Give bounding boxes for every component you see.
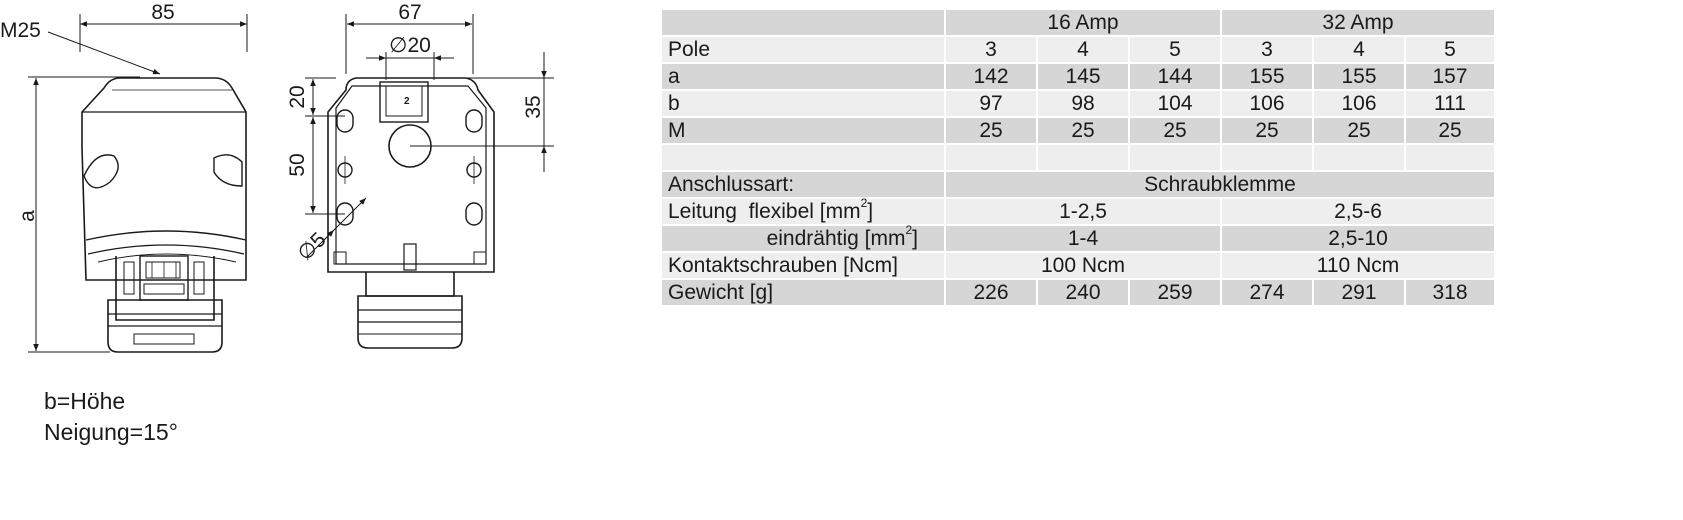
cell: 98 — [1038, 91, 1128, 116]
row-label: b — [662, 91, 944, 116]
cell: 144 — [1130, 64, 1220, 89]
group-16-amp: 16 Amp — [946, 10, 1220, 35]
cell: 106 — [1314, 91, 1404, 116]
front-width-dim: 67 — [398, 1, 422, 24]
technical-drawing — [0, 0, 650, 380]
row-label: Kontaktschrauben [Ncm] — [662, 253, 944, 278]
cell: Schraubklemme — [946, 172, 1494, 197]
cell: 25 — [1130, 118, 1220, 143]
table-row-pole — [662, 37, 1494, 62]
front-socket-body — [366, 272, 454, 296]
table-row-screws — [662, 253, 1494, 278]
cell: 1-4 — [946, 226, 1220, 251]
note-height: b=Höhe — [44, 388, 126, 414]
drawing-notes — [44, 386, 178, 448]
top-offset-dim: 20 — [286, 85, 309, 109]
table-row-weight — [662, 280, 1494, 305]
cell: 4 — [1038, 37, 1128, 62]
row-label: Anschlussart: — [662, 172, 944, 197]
cell: 145 — [1038, 64, 1128, 89]
front-view — [305, 14, 554, 348]
cell: 5 — [1130, 37, 1220, 62]
table-row-a — [662, 64, 1494, 89]
cell: 25 — [1222, 118, 1312, 143]
cell: 97 — [946, 91, 1036, 116]
cell: 155 — [1222, 64, 1312, 89]
row-label: eindrähtig $[mm^2]$ — [662, 226, 944, 251]
cell: 5 — [1406, 37, 1494, 62]
group-32-amp: 32 Amp — [1222, 10, 1494, 35]
table-row-b — [662, 91, 1494, 116]
row-label: Pole — [662, 37, 944, 62]
cell: 106 — [1222, 91, 1312, 116]
hole-offset-dim: 35 — [522, 95, 545, 119]
row-label: Leitung flexibel $[mm^2]$ — [662, 199, 944, 224]
cell: 1-2,5 — [946, 199, 1220, 224]
cell: 3 — [946, 37, 1036, 62]
thread-leader-line — [48, 32, 160, 74]
cell: 25 — [946, 118, 1036, 143]
mount-hole-dim: ∅5 — [293, 228, 331, 266]
cell: 4 — [1314, 37, 1404, 62]
cell: 318 — [1406, 280, 1494, 305]
side-width-dim: 85 — [151, 1, 175, 24]
spec-table — [660, 8, 1496, 307]
cell: 291 — [1314, 280, 1404, 305]
cell: 110 Ncm — [1222, 253, 1494, 278]
cell: 25 — [1314, 118, 1404, 143]
note-inclination: Neigung=15° — [44, 419, 178, 445]
cell: 142 — [946, 64, 1036, 89]
vertical-spacing-dim: 50 — [286, 153, 309, 177]
cell: 25 — [1038, 118, 1128, 143]
cell: 259 — [1130, 280, 1220, 305]
cell: 274 — [1222, 280, 1312, 305]
thread-label: M25 — [0, 19, 41, 42]
table-row-flexible — [662, 199, 1494, 224]
cell: 3 — [1222, 37, 1312, 62]
table-row-m — [662, 118, 1494, 143]
hole-diameter-dim: ∅20 — [389, 34, 431, 57]
cell: 111 — [1406, 91, 1494, 116]
side-height-label: a — [16, 210, 39, 222]
cell: 100 Ncm — [946, 253, 1220, 278]
cell: 226 — [946, 280, 1036, 305]
cell: 104 — [1130, 91, 1220, 116]
side-view — [28, 14, 247, 352]
row-label: M — [662, 118, 944, 143]
table-row-connection — [662, 172, 1494, 197]
cell: 25 — [1406, 118, 1494, 143]
cell: 157 — [1406, 64, 1494, 89]
cell: 2,5-6 — [1222, 199, 1494, 224]
cell: 155 — [1314, 64, 1404, 89]
row-label: a — [662, 64, 944, 89]
side-socket-body — [116, 256, 214, 320]
row-label: Gewicht [g] — [662, 280, 944, 305]
plate-mark: 2 — [404, 96, 410, 107]
table-row-solid — [662, 226, 1494, 251]
table-spacer-row — [662, 145, 1494, 170]
table-header-row — [662, 10, 1494, 35]
cell: 240 — [1038, 280, 1128, 305]
cell: 2,5-10 — [1222, 226, 1494, 251]
